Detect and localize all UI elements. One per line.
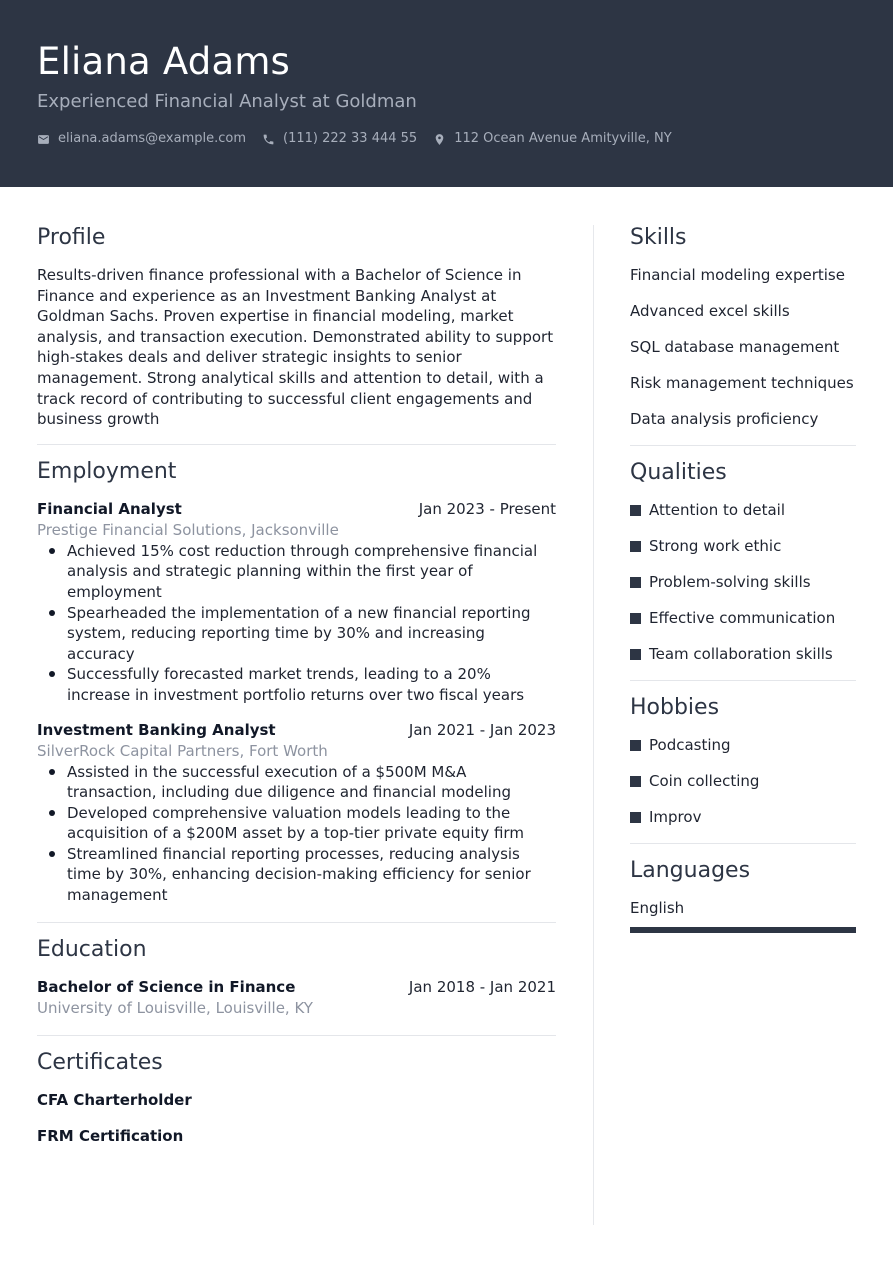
skill-item: SQL database management [630, 338, 840, 356]
section-title-skills: Skills [630, 225, 687, 250]
job-achievements [37, 762, 556, 906]
achievement-item: Assisted in the successful execution of a $500M M&A transaction, including due diligence and financial modeling [37, 762, 556, 803]
skill-item: Risk management techniques [630, 374, 854, 392]
qualities-section [630, 460, 856, 665]
job-date: Jan 2021 - Jan 2023 [408, 720, 556, 739]
skill-item: Advanced excel skills [630, 302, 790, 320]
hobby-label: Podcasting [649, 736, 731, 754]
profile-section [37, 225, 556, 430]
skills-section [630, 225, 856, 430]
section-divider [630, 680, 856, 681]
job-entry [37, 720, 556, 906]
quality-label: Effective communication [649, 609, 836, 627]
mail-icon [37, 133, 50, 146]
education-entry [37, 977, 556, 1019]
phone-contact[interactable] [262, 130, 417, 148]
square-bullet-icon [630, 740, 641, 751]
job-company: Prestige Financial Solutions, Jacksonville [37, 520, 339, 539]
quality-label: Team collaboration skills [649, 645, 833, 663]
language-name: English [630, 899, 685, 917]
section-title-certificates: Certificates [37, 1049, 163, 1075]
column-divider [593, 225, 594, 1225]
phone-icon [262, 133, 275, 146]
section-title-profile: Profile [37, 225, 106, 250]
section-title-education: Education [37, 936, 147, 962]
email-text: eliana.adams@example.com [58, 131, 246, 146]
sidebar-column [630, 225, 856, 933]
languages-section [630, 858, 856, 933]
skill-item: Financial modeling expertise [630, 266, 845, 284]
quality-item [630, 536, 856, 557]
education-section [37, 937, 556, 1019]
achievement-item: Successfully forecasted market trends, leading to a 20% increase in investment portfolio returns over two fiscal years [37, 664, 556, 705]
hobbies-section [630, 695, 856, 828]
square-bullet-icon [630, 649, 641, 660]
square-bullet-icon [630, 812, 641, 823]
job-entry [37, 499, 556, 706]
language-proficiency-bar [630, 927, 856, 933]
quality-label: Problem-solving skills [649, 573, 811, 591]
phone-text: (111) 222 33 444 55 [283, 131, 418, 146]
section-title-hobbies: Hobbies [630, 695, 720, 720]
contact-info [37, 130, 688, 148]
section-title-employment: Employment [37, 458, 177, 484]
square-bullet-icon [630, 613, 641, 624]
candidate-headline: Experienced Financial Analyst at Goldman [37, 91, 417, 112]
certificate-item: CFA Charterholder [37, 1090, 192, 1109]
email-contact[interactable] [37, 130, 246, 148]
quality-item [630, 500, 856, 521]
achievement-item: Streamlined financial reporting processes, reducing analysis time by 30%, enhancing decision-making efficiency for senior management [37, 844, 556, 906]
quality-item [630, 608, 856, 629]
hobby-item [630, 807, 856, 828]
hobby-item [630, 735, 856, 756]
certificate-item: FRM Certification [37, 1126, 184, 1145]
square-bullet-icon [630, 541, 641, 552]
address-contact [433, 130, 672, 148]
job-date: Jan 2023 - Present [418, 499, 556, 518]
square-bullet-icon [630, 776, 641, 787]
achievement-item: Developed comprehensive valuation models leading to the acquisition of a $200M asset by a top-tier private equity firm [37, 803, 556, 844]
section-divider [37, 1035, 556, 1036]
school-name: University of Louisville, Louisville, KY [37, 998, 313, 1017]
candidate-name: Eliana Adams [37, 40, 291, 83]
section-title-qualities: Qualities [630, 460, 727, 485]
address-text: 112 Ocean Avenue Amityville, NY [454, 131, 672, 146]
main-column [37, 225, 556, 1147]
achievement-item: Spearheaded the implementation of a new financial reporting system, reducing reporting time by 30% and increasing accuracy [37, 603, 556, 665]
section-title-languages: Languages [630, 858, 751, 883]
skill-item: Data analysis proficiency [630, 410, 819, 428]
job-achievements [37, 541, 556, 706]
square-bullet-icon [630, 577, 641, 588]
hobby-label: Coin collecting [649, 772, 760, 790]
square-bullet-icon [630, 505, 641, 516]
quality-label: Strong work ethic [649, 537, 782, 555]
quality-item [630, 572, 856, 593]
profile-summary: Results-driven finance professional with a Bachelor of Science in Finance and experience as an Investment Banking Analyst at Goldman Sachs. Proven expertise in financial modeling, market analysis, and transaction execution. Demonstrated ability to support high-stakes deals and deliver strategic insights to senior management. Strong analytical skills and attention to detail, with a track record of contributing to successful client engagements and business growth [37, 266, 554, 429]
job-title: Financial Analyst [37, 499, 182, 518]
certificates-section [37, 1050, 556, 1147]
degree-title: Bachelor of Science in Finance [37, 977, 296, 996]
job-company: SilverRock Capital Partners, Fort Worth [37, 741, 328, 760]
section-divider [630, 843, 856, 844]
resume-header [0, 0, 893, 187]
achievement-item: Achieved 15% cost reduction through comprehensive financial analysis and strategic planning within the first year of employment [37, 541, 556, 603]
quality-label: Attention to detail [649, 501, 785, 519]
job-title: Investment Banking Analyst [37, 720, 276, 739]
hobby-label: Improv [649, 808, 702, 826]
section-divider [37, 922, 556, 923]
education-date: Jan 2018 - Jan 2021 [408, 977, 556, 996]
hobby-item [630, 771, 856, 792]
section-divider [630, 445, 856, 446]
employment-section [37, 459, 556, 906]
quality-item [630, 644, 856, 665]
location-pin-icon [433, 133, 446, 146]
section-divider [37, 444, 556, 445]
language-proficiency-fill [630, 927, 856, 933]
